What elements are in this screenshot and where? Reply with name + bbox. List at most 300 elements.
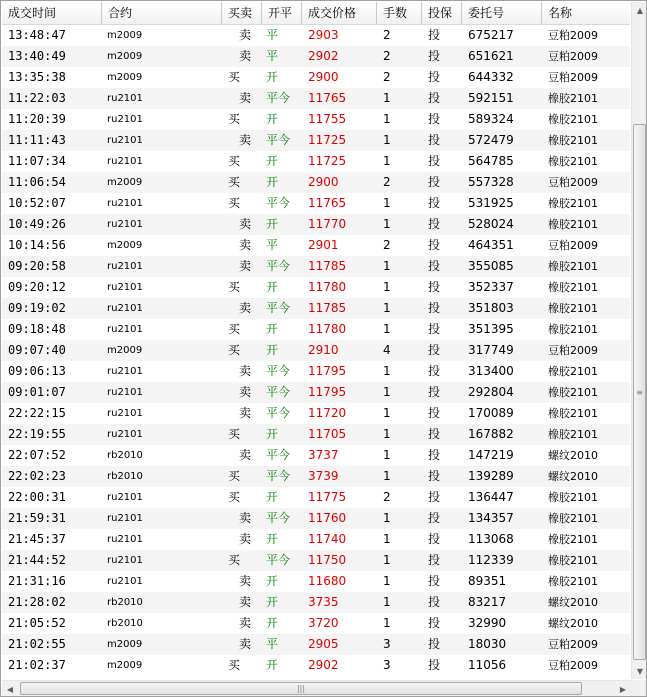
table-row[interactable] [2, 613, 630, 634]
cell-order-id: 589324 [468, 112, 514, 126]
cell-order-id: 675217 [468, 28, 514, 42]
cell-contract: m2009 [107, 639, 143, 650]
cell-trade-price: 3737 [308, 448, 339, 462]
cell-trade-time: 11:20:39 [8, 112, 66, 126]
cell-open-close: 开 [266, 532, 279, 546]
cell-direction: 买 [228, 196, 241, 210]
cell-lots: 3 [383, 637, 391, 651]
cell-contract: ru2101 [107, 513, 143, 524]
cell-contract: rb2010 [107, 471, 143, 482]
table-row[interactable] [2, 298, 630, 319]
cell-trade-price: 2910 [308, 343, 339, 357]
cell-open-close: 平 [266, 49, 279, 63]
cell-order-id: 32990 [468, 616, 507, 630]
cell-direction: 卖 [239, 574, 252, 588]
cell-hedge-flag: 投 [428, 70, 441, 84]
cell-trade-time: 21:31:16 [8, 574, 66, 588]
cell-lots: 1 [383, 259, 391, 273]
cell-open-close: 平 [266, 238, 279, 252]
cell-trade-time: 11:11:43 [8, 133, 66, 147]
cell-trade-price: 11785 [308, 259, 347, 273]
cell-contract: ru2101 [107, 366, 143, 377]
cell-open-close: 开 [266, 574, 279, 588]
cell-lots: 1 [383, 196, 391, 210]
cell-hedge-flag: 投 [428, 574, 441, 588]
cell-trade-time: 09:06:13 [8, 364, 66, 378]
cell-trade-price: 11680 [308, 574, 347, 588]
cell-open-close: 开 [266, 343, 279, 357]
cell-trade-price: 2902 [308, 658, 339, 672]
cell-trade-price: 11780 [308, 280, 347, 294]
cell-lots: 1 [383, 322, 391, 336]
cell-order-id: 564785 [468, 154, 514, 168]
cell-order-id: 292804 [468, 385, 514, 399]
cell-instrument-name: 豆粕2009 [548, 176, 598, 189]
cell-hedge-flag: 投 [428, 322, 441, 336]
table-row[interactable] [2, 634, 630, 655]
cell-lots: 1 [383, 616, 391, 630]
cell-order-id: 557328 [468, 175, 514, 189]
cell-contract: m2009 [107, 345, 143, 356]
cell-order-id: 592151 [468, 91, 514, 105]
cell-trade-price: 3720 [308, 616, 339, 630]
col-header-direction[interactable]: 买卖 [222, 2, 262, 24]
scroll-up-icon[interactable]: ▲ [636, 5, 644, 15]
cell-open-close: 平今 [266, 91, 291, 105]
cell-trade-price: 11755 [308, 112, 347, 126]
cell-order-id: 18030 [468, 637, 507, 651]
table-row[interactable] [2, 151, 630, 172]
cell-direction: 卖 [239, 511, 252, 525]
cell-open-close: 平今 [266, 469, 291, 483]
cell-hedge-flag: 投 [428, 196, 441, 210]
cell-contract: ru2101 [107, 324, 143, 335]
cell-instrument-name: 豆粕2009 [548, 344, 598, 357]
cell-instrument-name: 橡胶2101 [548, 575, 598, 588]
cell-trade-time: 21:45:37 [8, 532, 66, 546]
cell-lots: 1 [383, 511, 391, 525]
cell-lots: 1 [383, 532, 391, 546]
cell-instrument-name: 橡胶2101 [548, 260, 598, 273]
cell-trade-price: 2901 [308, 238, 339, 252]
cell-order-id: 89351 [468, 574, 507, 588]
cell-instrument-name: 橡胶2101 [548, 302, 598, 315]
cell-direction: 卖 [239, 238, 252, 252]
cell-lots: 3 [383, 658, 391, 672]
cell-contract: ru2101 [107, 282, 143, 293]
cell-open-close: 平 [266, 637, 279, 651]
cell-open-close: 开 [266, 490, 279, 504]
cell-open-close: 平今 [266, 553, 291, 567]
table-row[interactable] [2, 529, 630, 550]
cell-direction: 卖 [239, 217, 252, 231]
cell-open-close: 开 [266, 112, 279, 126]
cell-contract: rb2010 [107, 450, 143, 461]
cell-hedge-flag: 投 [428, 511, 441, 525]
cell-contract: ru2101 [107, 303, 143, 314]
cell-hedge-flag: 投 [428, 595, 441, 609]
col-header-lots[interactable]: 手数 [377, 2, 422, 24]
table-row[interactable] [2, 571, 630, 592]
cell-instrument-name: 豆粕2009 [548, 239, 598, 252]
cell-lots: 1 [383, 133, 391, 147]
col-header-open-close[interactable]: 开平 [262, 2, 302, 24]
cell-lots: 1 [383, 154, 391, 168]
table-row[interactable] [2, 487, 630, 508]
cell-open-close: 开 [266, 322, 279, 336]
cell-trade-time: 09:19:02 [8, 301, 66, 315]
table-row[interactable] [2, 445, 630, 466]
cell-lots: 1 [383, 427, 391, 441]
cell-lots: 2 [383, 70, 391, 84]
cell-order-id: 355085 [468, 259, 514, 273]
cell-trade-price: 2903 [308, 28, 339, 42]
cell-trade-time: 09:20:12 [8, 280, 66, 294]
col-header-order-id[interactable]: 委托号 [462, 2, 542, 24]
horizontal-scrollbar[interactable] [2, 680, 631, 696]
grip-icon: ≡ [636, 387, 643, 397]
table-row[interactable] [2, 193, 630, 214]
cell-trade-time: 22:02:23 [8, 469, 66, 483]
table-row[interactable] [2, 130, 630, 151]
cell-trade-time: 22:07:52 [8, 448, 66, 462]
cell-direction: 卖 [239, 49, 252, 63]
cell-instrument-name: 橡胶2101 [548, 428, 598, 441]
cell-open-close: 平今 [266, 511, 291, 525]
cell-trade-price: 11760 [308, 511, 347, 525]
cell-lots: 2 [383, 175, 391, 189]
col-header-hedge-flag[interactable]: 投保 [422, 2, 462, 24]
cell-order-id: 134357 [468, 511, 514, 525]
cell-lots: 1 [383, 364, 391, 378]
cell-open-close: 平今 [266, 364, 291, 378]
cell-trade-time: 09:20:58 [8, 259, 66, 273]
cell-trade-price: 11785 [308, 301, 347, 315]
cell-open-close: 开 [266, 70, 279, 84]
cell-contract: ru2101 [107, 198, 143, 209]
cell-direction: 买 [228, 280, 241, 294]
cell-direction: 买 [228, 322, 241, 336]
cell-lots: 1 [383, 385, 391, 399]
cell-lots: 1 [383, 91, 391, 105]
cell-order-id: 170089 [468, 406, 514, 420]
cell-trade-price: 3739 [308, 469, 339, 483]
cell-hedge-flag: 投 [428, 490, 441, 504]
cell-instrument-name: 螺纹2010 [548, 617, 598, 630]
table-row[interactable] [2, 550, 630, 571]
table-row[interactable] [2, 67, 630, 88]
cell-open-close: 开 [266, 154, 279, 168]
cell-direction: 买 [228, 154, 241, 168]
cell-hedge-flag: 投 [428, 406, 441, 420]
cell-trade-time: 22:22:15 [8, 406, 66, 420]
cell-trade-price: 11780 [308, 322, 347, 336]
cell-trade-time: 13:40:49 [8, 49, 66, 63]
col-header-contract[interactable]: 合约 [102, 2, 222, 24]
cell-contract: ru2101 [107, 429, 143, 440]
table-row[interactable] [2, 655, 630, 676]
cell-direction: 买 [228, 70, 241, 84]
cell-trade-price: 11795 [308, 364, 347, 378]
cell-trade-price: 2905 [308, 637, 339, 651]
cell-contract: m2009 [107, 660, 143, 671]
cell-hedge-flag: 投 [428, 28, 441, 42]
cell-open-close: 平今 [266, 406, 291, 420]
cell-direction: 卖 [239, 637, 252, 651]
cell-instrument-name: 螺纹2010 [548, 449, 598, 462]
cell-open-close: 平今 [266, 196, 291, 210]
cell-direction: 卖 [239, 364, 252, 378]
cell-direction: 卖 [239, 406, 252, 420]
scroll-left-icon[interactable]: ◀ [6, 684, 14, 694]
cell-instrument-name: 橡胶2101 [548, 218, 598, 231]
cell-hedge-flag: 投 [428, 91, 441, 105]
cell-instrument-name: 橡胶2101 [548, 134, 598, 147]
cell-contract: ru2101 [107, 114, 143, 125]
table-row[interactable] [2, 235, 630, 256]
cell-contract: ru2101 [107, 534, 143, 545]
cell-trade-price: 11705 [308, 427, 347, 441]
column-header-row [2, 2, 630, 25]
cell-trade-price: 11770 [308, 217, 347, 231]
table-row[interactable] [2, 256, 630, 277]
cell-hedge-flag: 投 [428, 616, 441, 630]
cell-lots: 2 [383, 28, 391, 42]
cell-trade-time: 21:59:31 [8, 511, 66, 525]
cell-trade-time: 09:01:07 [8, 385, 66, 399]
cell-instrument-name: 橡胶2101 [548, 512, 598, 525]
scroll-right-icon[interactable]: ▶ [619, 684, 627, 694]
cell-order-id: 531925 [468, 196, 514, 210]
scroll-down-icon[interactable]: ▼ [636, 666, 644, 676]
cell-order-id: 651621 [468, 49, 514, 63]
cell-order-id: 351803 [468, 301, 514, 315]
cell-direction: 买 [228, 112, 241, 126]
cell-open-close: 开 [266, 427, 279, 441]
cell-hedge-flag: 投 [428, 112, 441, 126]
cell-order-id: 317749 [468, 343, 514, 357]
cell-lots: 4 [383, 343, 391, 357]
cell-hedge-flag: 投 [428, 238, 441, 252]
cell-order-id: 139289 [468, 469, 514, 483]
cell-hedge-flag: 投 [428, 469, 441, 483]
cell-lots: 1 [383, 553, 391, 567]
horizontal-scroll-thumb[interactable] [20, 682, 582, 695]
cell-trade-time: 11:07:34 [8, 154, 66, 168]
cell-direction: 卖 [239, 616, 252, 630]
table-row[interactable] [2, 172, 630, 193]
cell-trade-time: 22:19:55 [8, 427, 66, 441]
table-body [2, 25, 630, 676]
cell-open-close: 平今 [266, 259, 291, 273]
cell-order-id: 351395 [468, 322, 514, 336]
scrollbar-corner [631, 680, 647, 697]
cell-open-close: 开 [266, 595, 279, 609]
cell-instrument-name: 橡胶2101 [548, 554, 598, 567]
cell-instrument-name: 橡胶2101 [548, 113, 598, 126]
cell-instrument-name: 螺纹2010 [548, 596, 598, 609]
cell-contract: ru2101 [107, 492, 143, 503]
table-row[interactable] [2, 361, 630, 382]
cell-contract: ru2101 [107, 576, 143, 587]
cell-direction: 买 [228, 553, 241, 567]
table-row[interactable] [2, 319, 630, 340]
cell-hedge-flag: 投 [428, 658, 441, 672]
cell-hedge-flag: 投 [428, 175, 441, 189]
cell-trade-time: 21:44:52 [8, 553, 66, 567]
cell-lots: 1 [383, 448, 391, 462]
cell-contract: ru2101 [107, 219, 143, 230]
cell-open-close: 开 [266, 658, 279, 672]
cell-open-close: 平今 [266, 301, 291, 315]
cell-contract: m2009 [107, 72, 143, 83]
cell-instrument-name: 豆粕2009 [548, 50, 598, 63]
cell-open-close: 平今 [266, 385, 291, 399]
cell-trade-time: 11:22:03 [8, 91, 66, 105]
cell-trade-time: 21:28:02 [8, 595, 66, 609]
cell-trade-time: 21:05:52 [8, 616, 66, 630]
cell-order-id: 136447 [468, 490, 514, 504]
cell-trade-time: 10:49:26 [8, 217, 66, 231]
cell-hedge-flag: 投 [428, 637, 441, 651]
cell-hedge-flag: 投 [428, 217, 441, 231]
cell-trade-time: 13:48:47 [8, 28, 66, 42]
cell-trade-time: 10:14:56 [8, 238, 66, 252]
cell-trade-price: 11720 [308, 406, 347, 420]
vertical-scrollbar[interactable] [631, 2, 647, 679]
cell-trade-time: 11:06:54 [8, 175, 66, 189]
cell-direction: 买 [228, 658, 241, 672]
cell-lots: 2 [383, 238, 391, 252]
cell-contract: ru2101 [107, 408, 143, 419]
cell-order-id: 313400 [468, 364, 514, 378]
table-row[interactable] [2, 25, 630, 46]
cell-trade-price: 11725 [308, 133, 347, 147]
cell-instrument-name: 豆粕2009 [548, 638, 598, 651]
cell-hedge-flag: 投 [428, 280, 441, 294]
table-row[interactable] [2, 277, 630, 298]
cell-direction: 卖 [239, 301, 252, 315]
cell-order-id: 113068 [468, 532, 514, 546]
cell-order-id: 528024 [468, 217, 514, 231]
cell-order-id: 147219 [468, 448, 514, 462]
cell-lots: 1 [383, 280, 391, 294]
cell-instrument-name: 螺纹2010 [548, 470, 598, 483]
cell-instrument-name: 橡胶2101 [548, 323, 598, 336]
cell-trade-price: 2900 [308, 70, 339, 84]
cell-trade-time: 09:18:48 [8, 322, 66, 336]
cell-contract: ru2101 [107, 387, 143, 398]
cell-direction: 卖 [239, 595, 252, 609]
cell-instrument-name: 橡胶2101 [548, 533, 598, 546]
cell-direction: 买 [228, 469, 241, 483]
cell-open-close: 平 [266, 28, 279, 42]
cell-direction: 买 [228, 427, 241, 441]
cell-contract: rb2010 [107, 618, 143, 629]
cell-direction: 卖 [239, 259, 252, 273]
vertical-scroll-thumb[interactable] [633, 124, 646, 660]
cell-trade-time: 22:00:31 [8, 490, 66, 504]
cell-contract: m2009 [107, 51, 143, 62]
col-header-trade-time[interactable]: 成交时间 [2, 2, 102, 24]
col-header-trade-price[interactable]: 成交价格 [302, 2, 377, 24]
cell-hedge-flag: 投 [428, 133, 441, 147]
table-row[interactable] [2, 109, 630, 130]
cell-trade-price: 11765 [308, 91, 347, 105]
cell-open-close: 开 [266, 616, 279, 630]
cell-lots: 2 [383, 490, 391, 504]
table-row[interactable] [2, 403, 630, 424]
col-header-name[interactable]: 名称 [548, 6, 573, 20]
cell-instrument-name: 豆粕2009 [548, 659, 598, 672]
cell-instrument-name: 橡胶2101 [548, 281, 598, 294]
cell-contract: ru2101 [107, 261, 143, 272]
table-row[interactable] [2, 382, 630, 403]
table-row[interactable] [2, 88, 630, 109]
cell-order-id: 572479 [468, 133, 514, 147]
cell-order-id: 352337 [468, 280, 514, 294]
cell-trade-price: 11795 [308, 385, 347, 399]
cell-contract: m2009 [107, 30, 143, 41]
cell-hedge-flag: 投 [428, 154, 441, 168]
cell-hedge-flag: 投 [428, 427, 441, 441]
cell-open-close: 开 [266, 280, 279, 294]
cell-hedge-flag: 投 [428, 448, 441, 462]
cell-contract: ru2101 [107, 93, 143, 104]
cell-instrument-name: 橡胶2101 [548, 491, 598, 504]
cell-direction: 买 [228, 175, 241, 189]
cell-instrument-name: 橡胶2101 [548, 197, 598, 210]
table-row[interactable] [2, 466, 630, 487]
cell-instrument-name: 豆粕2009 [548, 71, 598, 84]
table-row[interactable] [2, 46, 630, 67]
table-row[interactable] [2, 424, 630, 445]
cell-lots: 1 [383, 406, 391, 420]
cell-trade-time: 13:35:38 [8, 70, 66, 84]
cell-open-close: 平今 [266, 133, 291, 147]
cell-trade-price: 3735 [308, 595, 339, 609]
cell-order-id: 83217 [468, 595, 507, 609]
cell-order-id: 167882 [468, 427, 514, 441]
table-row[interactable] [2, 592, 630, 613]
cell-contract: ru2101 [107, 555, 143, 566]
cell-order-id: 11056 [468, 658, 507, 672]
table-row[interactable] [2, 340, 630, 361]
grip-icon: ||| [296, 684, 306, 693]
cell-lots: 2 [383, 49, 391, 63]
cell-direction: 卖 [239, 448, 252, 462]
table-row[interactable] [2, 214, 630, 235]
cell-direction: 买 [228, 343, 241, 357]
cell-contract: rb2010 [107, 597, 143, 608]
cell-lots: 1 [383, 469, 391, 483]
cell-contract: ru2101 [107, 156, 143, 167]
cell-order-id: 112339 [468, 553, 514, 567]
cell-trade-price: 2900 [308, 175, 339, 189]
cell-trade-price: 11750 [308, 553, 347, 567]
cell-hedge-flag: 投 [428, 385, 441, 399]
cell-hedge-flag: 投 [428, 49, 441, 63]
cell-hedge-flag: 投 [428, 259, 441, 273]
cell-instrument-name: 橡胶2101 [548, 365, 598, 378]
cell-trade-time: 21:02:55 [8, 637, 66, 651]
cell-lots: 1 [383, 595, 391, 609]
table-row[interactable] [2, 508, 630, 529]
cell-trade-time: 21:02:37 [8, 658, 66, 672]
cell-instrument-name: 橡胶2101 [548, 386, 598, 399]
cell-direction: 卖 [239, 133, 252, 147]
cell-instrument-name: 橡胶2101 [548, 407, 598, 420]
